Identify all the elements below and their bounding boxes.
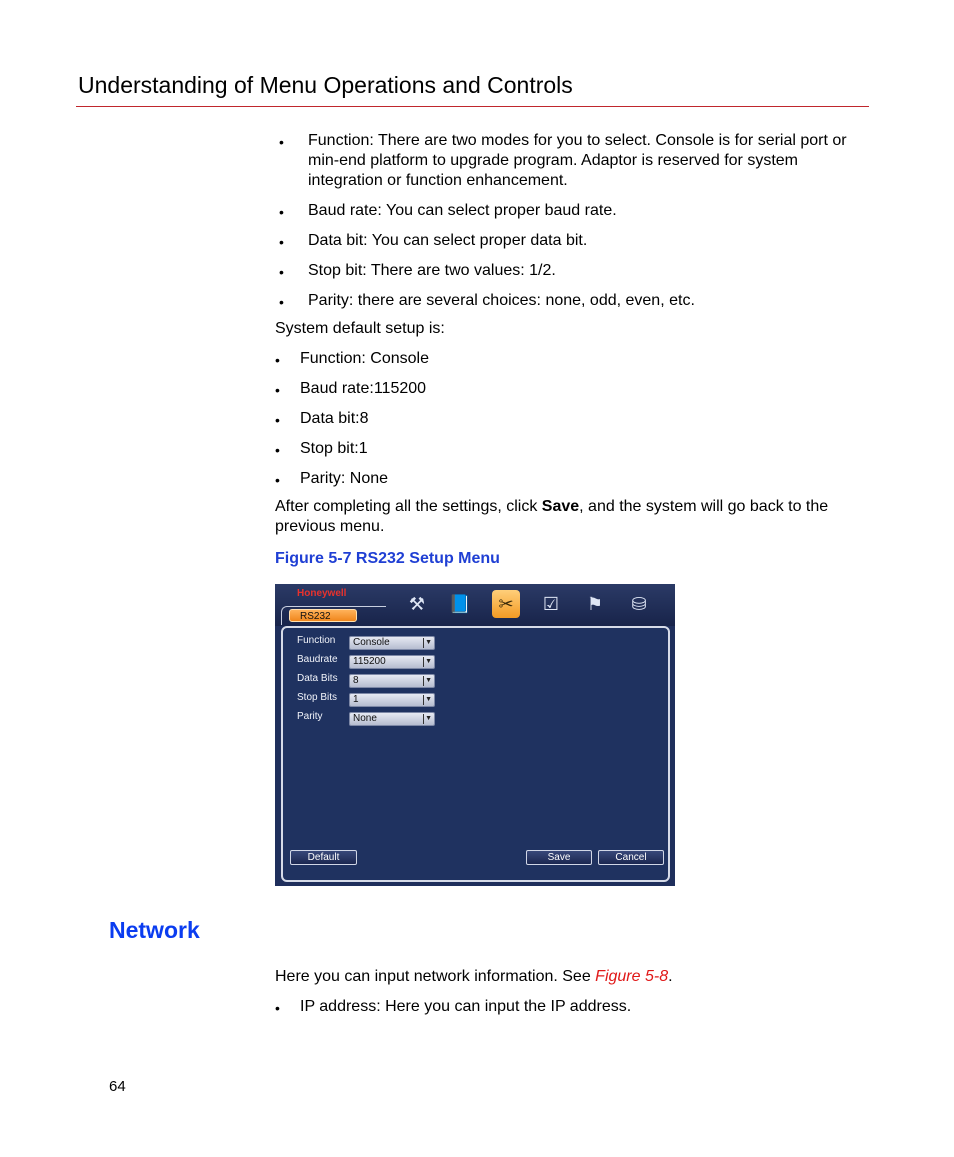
save-instruction-bold: Save — [541, 498, 580, 515]
list-item: • Stop bit:1 — [300, 439, 840, 459]
stop-bits-select[interactable] — [349, 693, 435, 707]
figure-link[interactable]: Figure 5-8 — [595, 968, 669, 985]
disk-icon[interactable]: ⛁ — [631, 593, 647, 614]
list-item: • Function: There are two modes for you to select. Console is for serial port or min-end platform to upgrade program. Adaptor is reserved for system integration or function enhancement. — [308, 131, 848, 191]
parity-select[interactable] — [349, 712, 435, 726]
list-item: • IP address: Here you can input the IP address. — [300, 997, 840, 1017]
list-item: • Parity: there are several choices: none, odd, even, etc. — [308, 291, 848, 311]
default-button[interactable]: Default — [290, 850, 357, 865]
field-label: Data Bits — [297, 673, 338, 684]
rs232-screenshot — [275, 584, 675, 886]
default-setup-intro: System default setup is: — [275, 320, 445, 337]
field-label: Stop Bits — [297, 692, 338, 703]
chevron-down-icon: ▼ — [425, 658, 432, 665]
cancel-button[interactable]: Cancel — [598, 850, 664, 865]
list-item: • Data bit: You can select proper data bit. — [308, 231, 848, 251]
list-item: • Baud rate:115200 — [300, 379, 840, 399]
network-intro-pre: Here you can input network information. See — [275, 968, 596, 985]
list-item: • Function: Console — [300, 349, 840, 369]
settings-explanation-list — [308, 131, 848, 321]
figure-caption: Figure 5-7 RS232 Setup Menu — [275, 550, 500, 567]
chevron-down-icon: ▼ — [425, 677, 432, 684]
save-instruction-post: , and the system will go back to the previous menu. — [275, 498, 829, 535]
chevron-down-icon: ▼ — [425, 715, 432, 722]
select-value: None — [353, 713, 377, 724]
list-item: • Data bit:8 — [300, 409, 840, 429]
chevron-down-icon: ▼ — [425, 696, 432, 703]
save-button[interactable]: Save — [526, 850, 592, 865]
page-number: 64 — [109, 1078, 126, 1095]
page-header-title: Understanding of Menu Operations and Controls — [78, 72, 573, 98]
select-value: 1 — [353, 694, 359, 705]
network-list — [300, 997, 840, 1017]
network-intro — [275, 967, 673, 987]
function-select[interactable] — [349, 636, 435, 650]
header-rule — [76, 106, 869, 107]
brand-logo: Honeywell — [297, 588, 347, 599]
chevron-down-icon: ▼ — [425, 639, 432, 646]
field-label: Baudrate — [297, 654, 338, 665]
checklist-icon[interactable]: ☑ — [542, 593, 560, 614]
select-value: Console — [353, 637, 390, 648]
list-item: • Baud rate: You can select proper baud rate. — [308, 201, 848, 221]
wrench-person-icon[interactable]: ⚒ — [408, 593, 426, 614]
list-item: • Parity: None — [300, 469, 840, 489]
section-title-network: Network — [109, 917, 200, 943]
field-label: Parity — [297, 711, 323, 722]
select-value: 8 — [353, 675, 359, 686]
data-bits-select[interactable] — [349, 674, 435, 688]
network-intro-post: . — [668, 968, 673, 985]
save-instruction-pre: After completing all the settings, click — [275, 498, 542, 515]
tools-icon[interactable]: ✂ — [492, 590, 520, 618]
baudrate-select[interactable] — [349, 655, 435, 669]
field-label: Function — [297, 635, 336, 646]
select-value: 115200 — [353, 656, 386, 667]
settings-panel — [281, 626, 670, 882]
signpost-icon[interactable]: ⚑ — [586, 593, 604, 614]
default-setup-list — [300, 349, 840, 499]
tab-rs232[interactable]: RS232 — [289, 609, 357, 622]
list-item: • Stop bit: There are two values: 1/2. — [308, 261, 848, 281]
book-icon[interactable]: 📘 — [448, 593, 472, 614]
save-instruction — [275, 497, 845, 537]
